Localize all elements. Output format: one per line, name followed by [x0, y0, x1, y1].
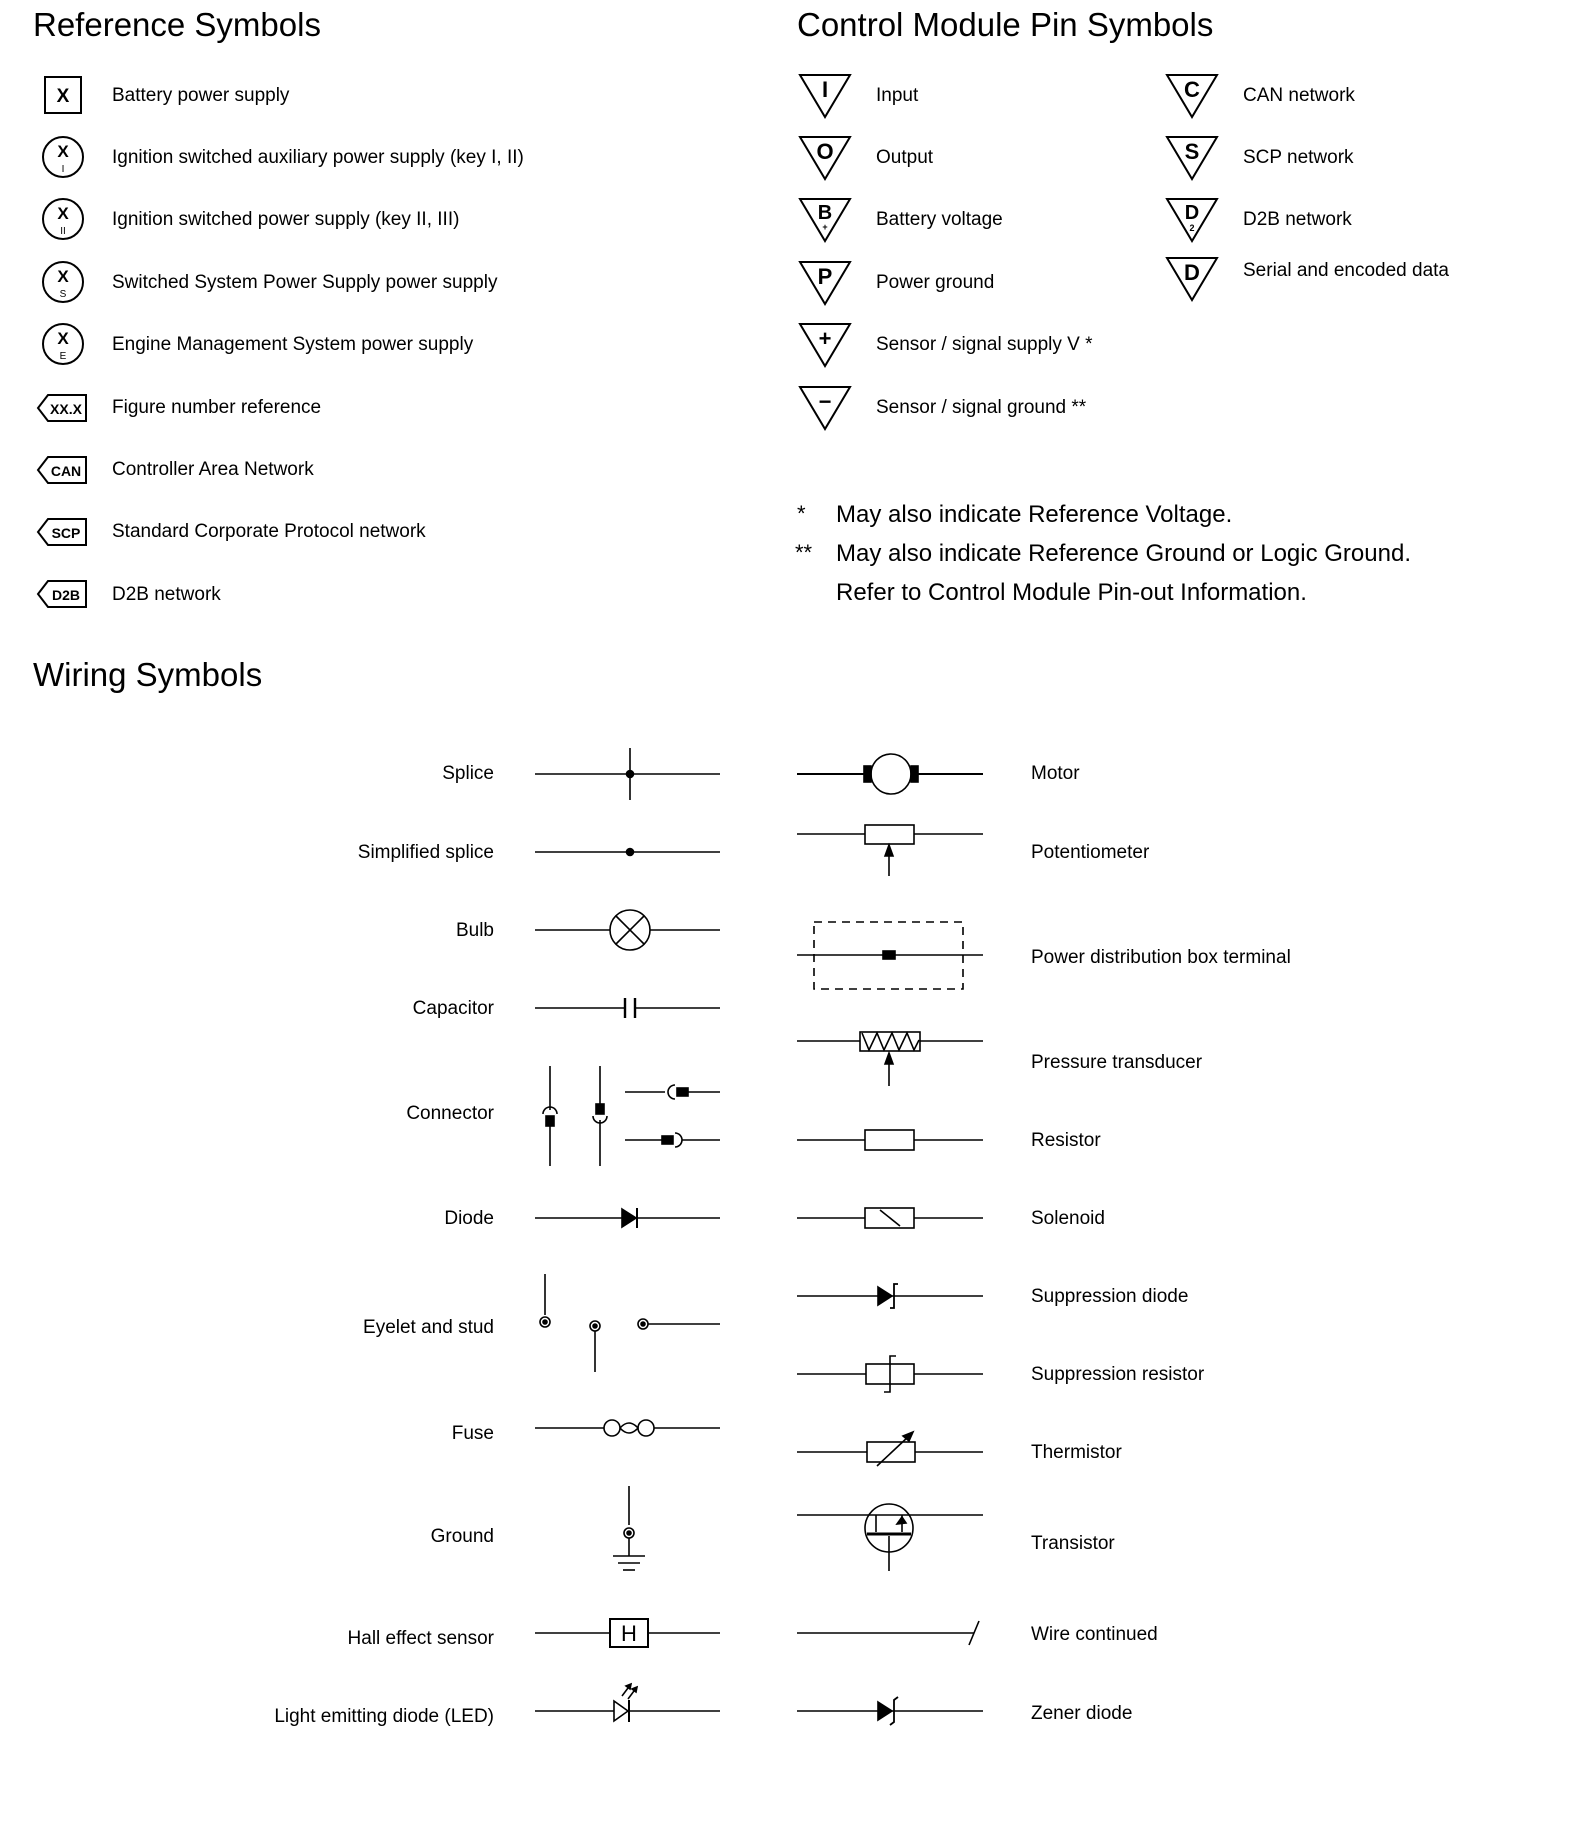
- input-pin-symbol: [800, 75, 850, 117]
- wiring-label-potentiometer: Potentiometer: [1031, 842, 1150, 863]
- can-reference-symbol: [38, 457, 86, 483]
- output-pin-symbol: [800, 137, 850, 179]
- svg-text:CAN: CAN: [50, 463, 82, 479]
- svg-text:O: O: [816, 139, 834, 164]
- svg-text:C: C: [1184, 77, 1200, 102]
- wiring-label-solenoid: Solenoid: [1031, 1208, 1105, 1229]
- figure-reference-symbol: [38, 395, 86, 421]
- ground-symbol: [613, 1486, 645, 1570]
- svg-text:P: P: [817, 264, 833, 289]
- ref-label-battery: Battery power supply: [112, 85, 290, 106]
- capacitor-symbol: [535, 998, 720, 1018]
- svg-text:H: H: [621, 1621, 637, 1646]
- reference-symbols-title: Reference Symbols: [33, 6, 321, 43]
- pin-label-scp: SCP network: [1243, 147, 1354, 168]
- svg-text:D2B: D2B: [51, 587, 81, 603]
- wiring-label-resistor: Resistor: [1031, 1130, 1101, 1151]
- svg-text:2: 2: [1189, 223, 1195, 233]
- d2b-reference-symbol: [38, 581, 86, 607]
- wiring-label-pdb-terminal: Power distribution box terminal: [1031, 947, 1291, 968]
- thermistor-symbol: [797, 1432, 983, 1466]
- svg-text:S: S: [59, 289, 67, 300]
- pin-label-output: Output: [876, 147, 934, 168]
- ref-label-ign-aux: Ignition switched auxiliary power supply (key I, II): [112, 147, 524, 168]
- diode-symbol: [535, 1208, 720, 1228]
- note-text-1: May also indicate Reference Voltage.: [836, 501, 1233, 528]
- svg-text:B: B: [817, 202, 833, 224]
- svg-text:D: D: [1184, 260, 1200, 285]
- sensor-ground-pin-symbol: [800, 387, 850, 429]
- battery-voltage-pin-symbol: [800, 199, 850, 241]
- wiring-label-capacitor: Capacitor: [412, 998, 494, 1019]
- pressure-transducer-symbol: [797, 1032, 983, 1086]
- svg-text:I: I: [61, 164, 65, 175]
- zener-diode-symbol: [797, 1697, 983, 1725]
- ref-label-d2b: D2B network: [112, 584, 221, 605]
- svg-text:+: +: [822, 222, 828, 232]
- fuse-symbol: [535, 1420, 720, 1436]
- wiring-label-bulb: Bulb: [455, 920, 494, 941]
- ref-label-scp: Standard Corporate Protocol network: [112, 521, 426, 542]
- sensor-supply-pin-symbol: [800, 324, 850, 366]
- wiring-label-eyelet: Eyelet and stud: [363, 1317, 494, 1338]
- wiring-label-wire-continued: Wire continued: [1031, 1624, 1158, 1645]
- wiring-label-splice: Splice: [442, 763, 494, 784]
- wiring-label-diode: Diode: [444, 1208, 494, 1229]
- note-mark-2: **: [795, 540, 813, 565]
- pin-label-power-ground: Power ground: [876, 272, 995, 293]
- svg-text:−: −: [818, 389, 832, 414]
- ref-label-can: Controller Area Network: [112, 459, 314, 480]
- svg-text:D: D: [1184, 202, 1200, 224]
- svg-text:X: X: [57, 267, 69, 286]
- pdb-terminal-symbol: [797, 922, 983, 989]
- splice-symbol: [535, 748, 720, 800]
- ign-aux-supply-symbol: [43, 137, 83, 177]
- pin-label-d2b: D2B network: [1243, 209, 1352, 230]
- simplified-splice-symbol: [535, 849, 720, 856]
- wiring-label-zener: Zener diode: [1031, 1703, 1133, 1724]
- can-pin-symbol: [1167, 75, 1217, 117]
- scp-pin-symbol: [1167, 137, 1217, 179]
- note-text-2: May also indicate Reference Ground or Logic Ground.: [836, 540, 1411, 567]
- pin-label-input: Input: [876, 85, 919, 106]
- ref-label-ign: Ignition switched power supply (key II, III): [112, 209, 460, 230]
- note-text-3: Refer to Control Module Pin-out Information.: [836, 579, 1307, 606]
- wiring-label-transistor: Transistor: [1031, 1533, 1115, 1554]
- svg-text:+: +: [818, 326, 832, 351]
- wiring-label-hall: Hall effect sensor: [347, 1628, 494, 1649]
- resistor-symbol: [797, 1130, 983, 1150]
- svg-text:II: II: [60, 226, 66, 237]
- serial-data-pin-symbol: [1167, 258, 1217, 300]
- control-module-pin-symbols-title: Control Module Pin Symbols: [797, 6, 1214, 43]
- connector-symbol: [543, 1066, 720, 1166]
- hall-sensor-symbol: [535, 1619, 720, 1647]
- transistor-symbol: [797, 1504, 983, 1571]
- wiring-label-thermistor: Thermistor: [1031, 1442, 1122, 1463]
- suppression-diode-symbol: [797, 1284, 983, 1308]
- svg-text:X: X: [57, 204, 69, 223]
- wiring-label-simplified-splice: Simplified splice: [357, 842, 494, 863]
- note-mark-1: *: [797, 501, 806, 526]
- pin-label-serial: Serial and encoded data: [1243, 260, 1449, 281]
- ssps-supply-symbol: [43, 262, 83, 302]
- power-ground-pin-symbol: [800, 262, 850, 304]
- solenoid-symbol: [797, 1208, 983, 1228]
- svg-text:S: S: [1184, 139, 1200, 164]
- motor-symbol: [797, 754, 983, 794]
- led-symbol: [535, 1684, 720, 1722]
- d2b-pin-symbol: [1167, 199, 1217, 241]
- wiring-label-led: Light emitting diode (LED): [274, 1706, 494, 1727]
- svg-text:XX.X: XX.X: [50, 401, 82, 417]
- wire-continued-symbol: [797, 1621, 979, 1645]
- wiring-label-suppression-diode: Suppression diode: [1031, 1286, 1189, 1307]
- potentiometer-symbol: [797, 825, 983, 876]
- eyelet-stud-symbol: [540, 1274, 720, 1372]
- ref-label-ems: Engine Management System power supply: [112, 334, 474, 355]
- svg-text:X: X: [57, 142, 69, 161]
- ign-supply-symbol: [43, 199, 83, 239]
- ref-label-figure: Figure number reference: [112, 397, 322, 418]
- svg-text:X: X: [57, 329, 69, 348]
- wiring-label-connector: Connector: [406, 1103, 494, 1124]
- svg-text:SCP: SCP: [51, 525, 81, 541]
- wiring-label-pressure-transducer: Pressure transducer: [1031, 1052, 1203, 1073]
- svg-text:I: I: [821, 77, 829, 102]
- wiring-label-suppression-resistor: Suppression resistor: [1031, 1364, 1205, 1385]
- pin-label-battery-voltage: Battery voltage: [876, 209, 1003, 230]
- wiring-label-ground: Ground: [430, 1526, 494, 1547]
- battery-supply-symbol: [45, 77, 81, 113]
- svg-text:E: E: [59, 351, 67, 362]
- ref-label-ssps: Switched System Power Supply power supply: [112, 272, 498, 293]
- bulb-symbol: [535, 910, 720, 950]
- suppression-resistor-symbol: [797, 1356, 983, 1392]
- svg-text:X: X: [56, 86, 70, 107]
- ems-supply-symbol: [43, 324, 83, 364]
- pin-label-can: CAN network: [1243, 85, 1355, 106]
- scp-reference-symbol: [38, 519, 86, 545]
- wiring-label-motor: Motor: [1031, 763, 1080, 784]
- pin-label-sensor-ground: Sensor / signal ground **: [876, 397, 1087, 418]
- wiring-symbols-title: Wiring Symbols: [33, 656, 263, 693]
- pin-label-sensor-supply: Sensor / signal supply V *: [876, 334, 1093, 355]
- wiring-label-fuse: Fuse: [451, 1423, 494, 1444]
